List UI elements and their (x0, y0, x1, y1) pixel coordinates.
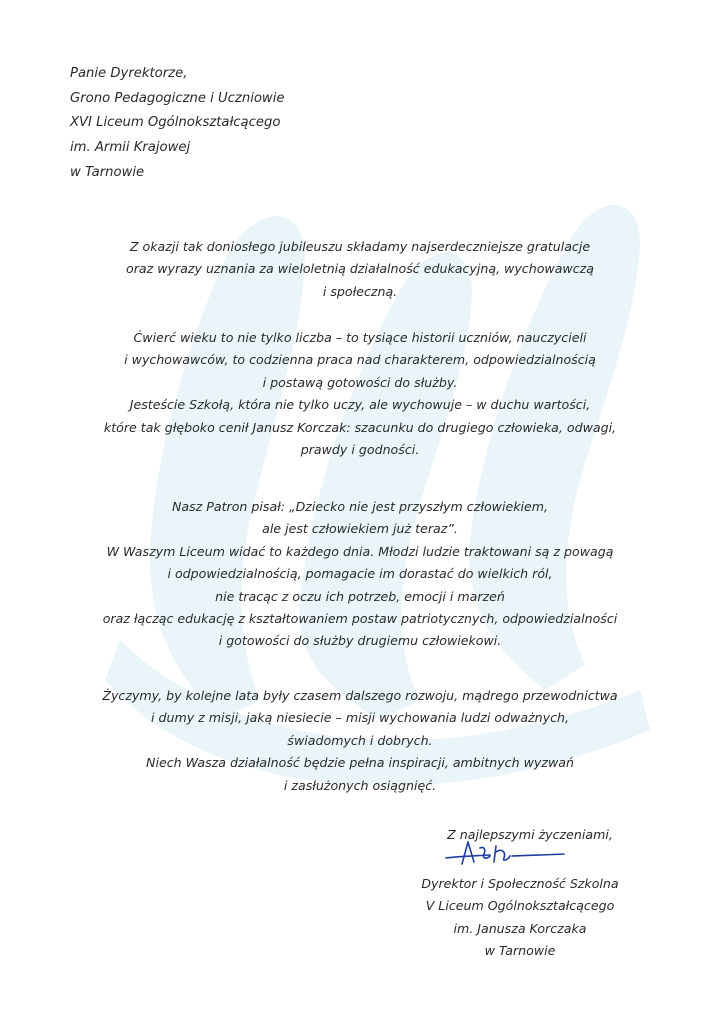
address-line: w Tarnowie (70, 164, 145, 180)
text-line: świadomych i dobrych. (287, 732, 433, 748)
signer-line: w Tarnowie (484, 943, 556, 959)
text-line: Z okazji tak doniosłego jubileuszu składamy najserdeczniejsze gratulacje (129, 239, 591, 254)
text-line: i postawą gotowości do służby. (262, 374, 458, 390)
text-line: Życzymy, by kolejne lata były czasem dalszego rozwoju, mądrego przewodnictwa (102, 688, 618, 703)
text-line: które tak głęboko cenił Janusz Korczak: szacunku do drugiego człowieka, odwagi, (103, 419, 617, 435)
text-line: i zasłużonych osiągnięć. (283, 777, 437, 793)
quote-text: „Dziecko nie jest przyszłym człowiekiem, (289, 499, 549, 514)
signer-line: im. Janusza Korczaka (453, 920, 587, 936)
quote-line (80, 496, 640, 518)
text-line: i dumy z misji, jaką niesiecie – misji wychowania ludzi odważnych, (150, 710, 570, 726)
text-line: i odpowiedzialnością, pomagacie im dorastać do wielkich ról, (167, 566, 553, 582)
text-line: Ćwierć wieku to nie tylko liczba – to tysiące historii uczniów, nauczycieli (133, 330, 587, 345)
text-line: i wychowawców, to codzienna praca nad charakterem, odpowiedzialnością (124, 352, 596, 368)
handwritten-signature (440, 836, 570, 870)
paragraph-quarter-century (80, 327, 640, 461)
quote-text: ale jest człowiekiem już teraz”. (262, 521, 458, 537)
text-line: oraz wyrazy uznania za wieloletnią działalność edukacyjną, wychowawczą (126, 261, 594, 277)
paragraph-congratulations (80, 236, 640, 303)
closing-salutation: Z najlepszymi życzeniami, (447, 827, 613, 842)
text-line: nie tracąc z oczu ich potrzeb, emocji i marzeń (215, 588, 505, 604)
text-line: i gotowości do służby drugiemu człowiekowi. (218, 633, 502, 649)
signer-line: Dyrektor i Społeczność Szkolna (421, 876, 619, 891)
paragraph-patron-quote (80, 496, 640, 653)
text-line: oraz łącząc edukację z kształtowaniem postaw patriotycznych, odpowiedzialności (102, 611, 618, 627)
quote-intro: Nasz Patron pisał: (171, 499, 290, 514)
text-line: i społeczną. (322, 283, 398, 299)
paragraph-wishes (80, 685, 640, 797)
text-line: Niech Wasza działalność będzie pełna inspiracji, ambitnych wyzwań (146, 755, 574, 771)
text-line: W Waszym Liceum widać to każdego dnia. Młodzi ludzie traktowani są z powagą (106, 543, 614, 559)
signer-block (370, 873, 670, 963)
address-line: im. Armii Krajowej (70, 140, 191, 156)
address-line: XVI Liceum Ogólnokształcącego (70, 115, 281, 131)
address-line: Grono Pedagogiczne i Uczniowie (70, 90, 285, 106)
text-line: prawdy i godności. (300, 442, 420, 458)
recipient-address (70, 62, 285, 186)
signer-line: V Liceum Ogólnokształcącego (425, 898, 615, 914)
address-line: Panie Dyrektorze, (70, 66, 188, 81)
text-line: Jesteście Szkołą, która nie tylko uczy, ale wychowuje – w duchu wartości, (129, 397, 591, 413)
